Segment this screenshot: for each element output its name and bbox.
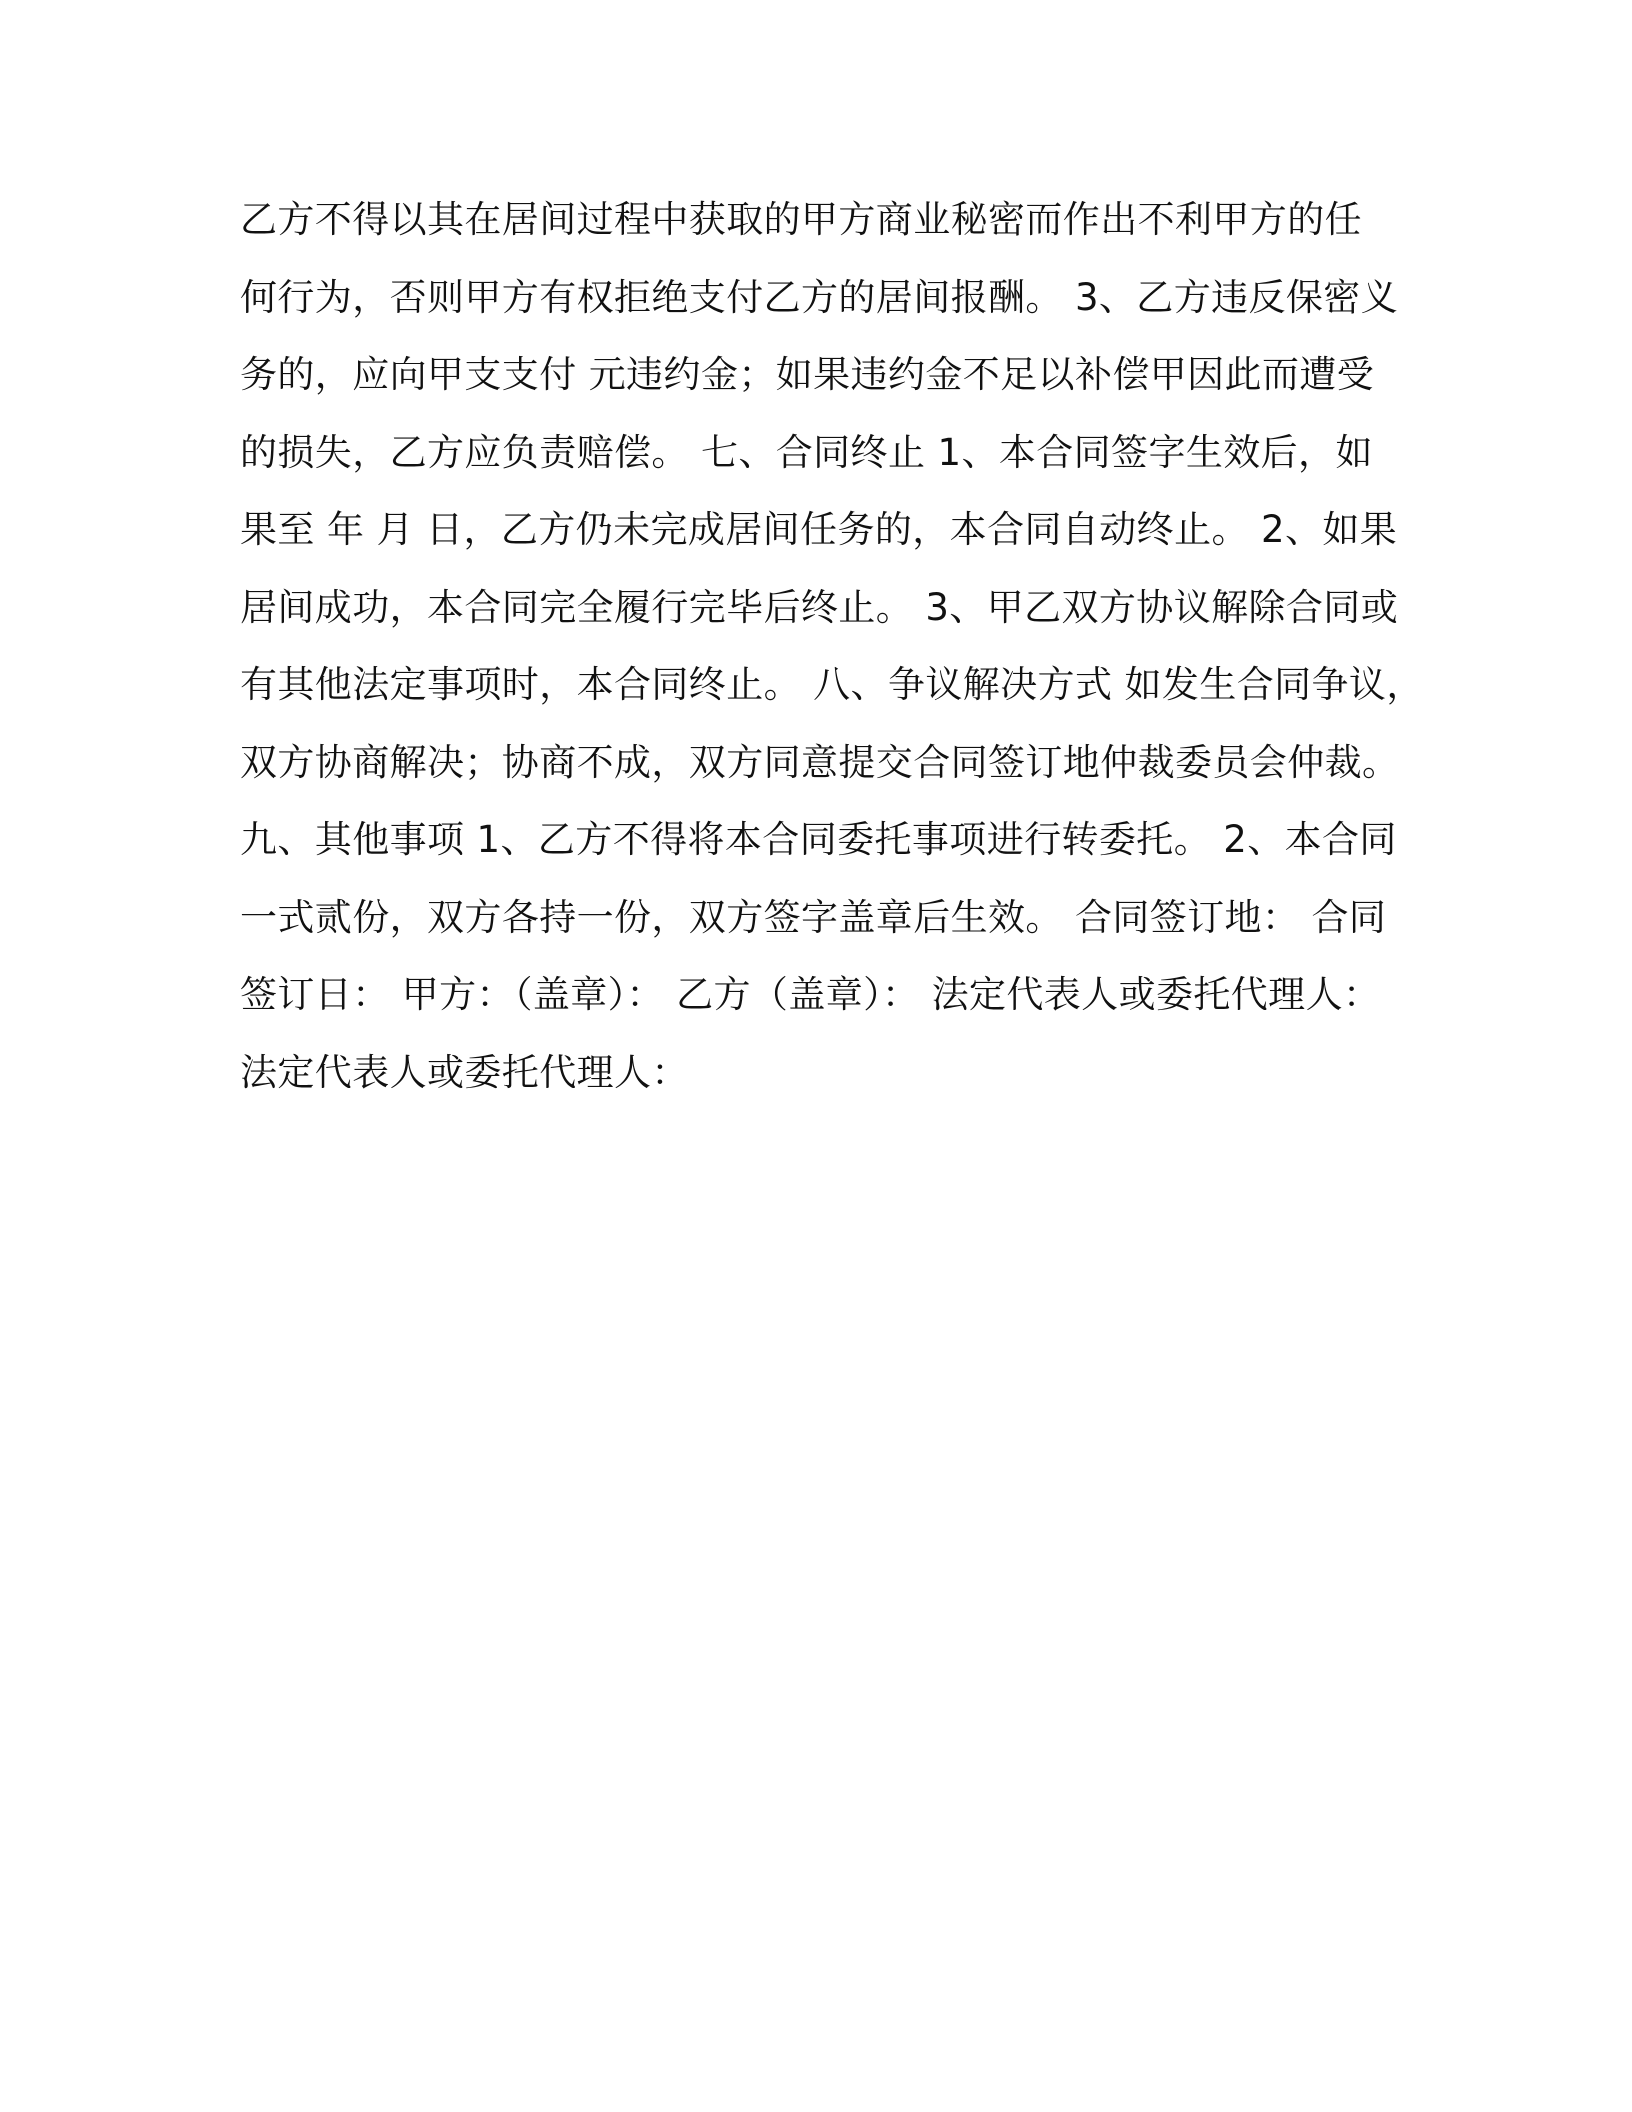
text-line: 居间成功，本合同完全履行完毕后终止。 3、甲乙双方协议解除合同或 bbox=[240, 585, 1399, 629]
text-line: 法定代表人或委托代理人： bbox=[240, 1050, 689, 1094]
text-line: 何行为，否则甲方有权拒绝支付乙方的居间报酬。 3、乙方违反保密义 bbox=[240, 275, 1399, 319]
text-line: 务的，应向甲支支付 元违约金；如果违约金不足以补偿甲因此而遭受 bbox=[240, 353, 1375, 396]
text-line: 乙方不得以其在居间过程中获取的甲方商业秘密而作出不利甲方的任 bbox=[240, 198, 1362, 241]
text-line: 签订日： 甲方：（盖章）： 乙方（盖章）： 法定代表人或委托代理人： bbox=[240, 973, 1381, 1016]
text-line: 果至 年 月 日，乙方仍未完成居间任务的，本合同自动终止。 2、如果 bbox=[240, 508, 1398, 551]
contract-text bbox=[240, 188, 1424, 1118]
text-line: 九、其他事项 1、乙方不得将本合同委托事项进行转委托。 2、本合同 bbox=[240, 818, 1397, 861]
text-line: 一式贰份，双方各持一份，双方签字盖章后生效。 合同签订地： 合同 bbox=[240, 895, 1387, 939]
text-line: 有其他法定事项时，本合同终止。 八、争议解决方式 如发生合同争议， bbox=[240, 663, 1424, 706]
text-line: 的损失，乙方应负责赔偿。 七、合同终止 1、本合同签字生效后，如 bbox=[240, 430, 1373, 474]
text-line: 双方协商解决；协商不成，双方同意提交合同签订地仲裁委员会仲裁。 bbox=[240, 740, 1400, 784]
